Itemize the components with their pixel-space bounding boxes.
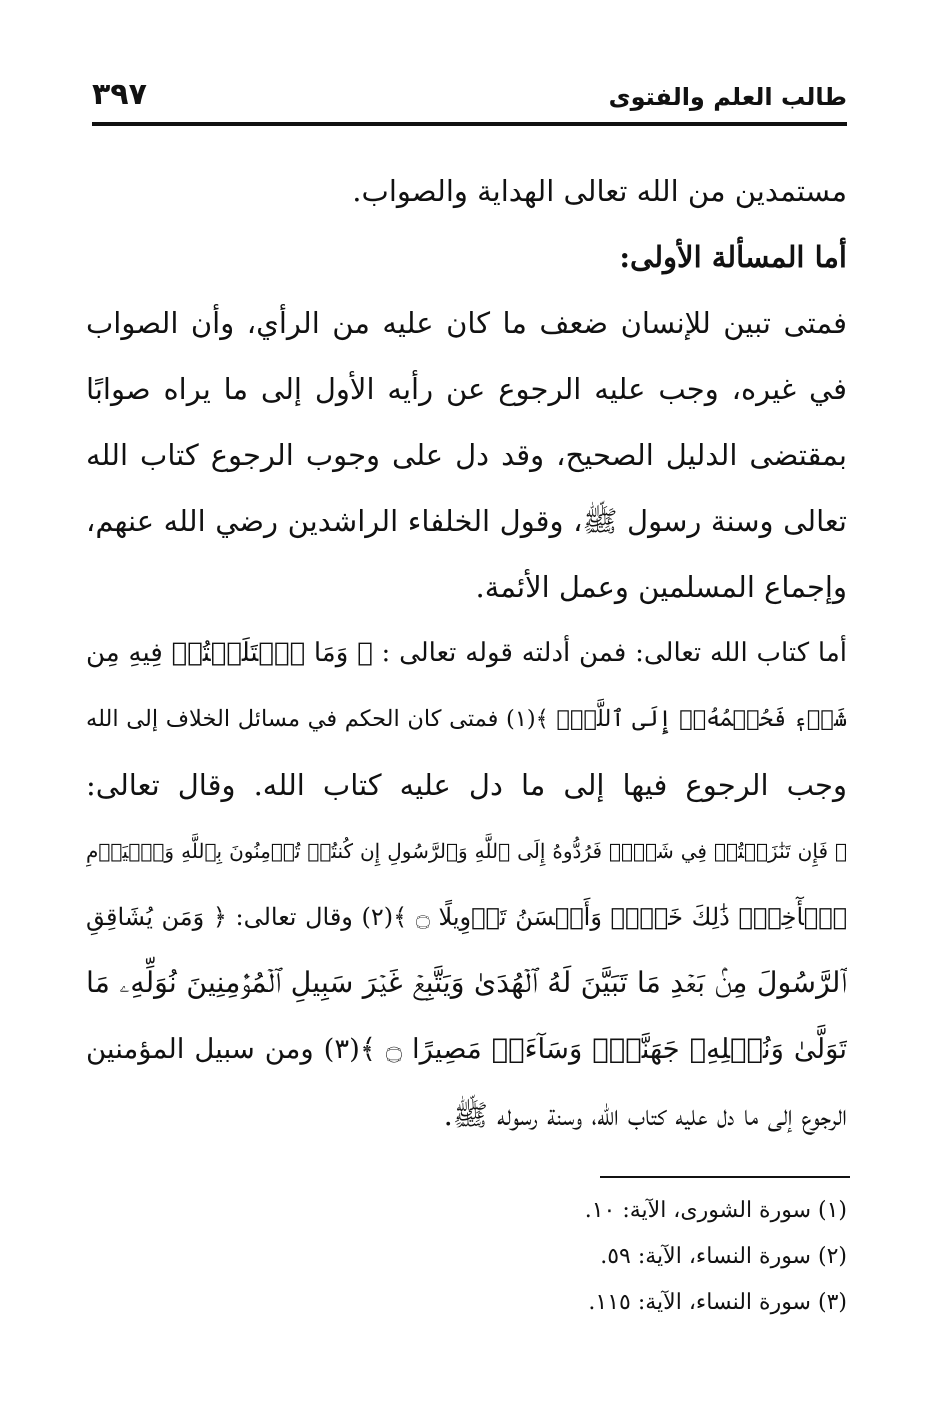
body-line: في غيره، وجب عليه الرجوع عن رأيه الأول إلى ما يراه صوابًا	[86, 372, 847, 406]
body-text	[86, 158, 847, 1148]
body-line: فمتى تبين للإنسان ضعف ما كان عليه من الرأي، وأن الصواب	[86, 306, 847, 340]
body-line: تعالى وسنة رسول ﷺ، وقول الخلفاء الراشدين رضي الله عنهم،	[86, 504, 847, 538]
page-number: ٣٩٧	[92, 77, 147, 112]
quran-verse-line: ٱلرَّسُولَ مِنۢ بَعۡدِ مَا تَبَيَّنَ لَهُ ٱلۡهُدَىٰ وَيَتَّبِعۡ غَيۡرَ سَبِيلِ ٱلۡمُؤۡمِنِينَ نُوَلِّهِۦ مَا	[86, 966, 847, 999]
quran-verse-line: تَوَلَّىٰ وَنُصۡلِهِۦ جَهَنَّمَۖ وَسَآءَتۡ مَصِيرًا ۝ ﴾(٣) ومن سبيل المؤمنين	[86, 1033, 847, 1065]
body-line: الرجوع إلى ما دل عليه كتاب الله، وسنة رسوله ﷺ.	[443, 1098, 847, 1132]
footnote: (٣) سورة النساء، الآية: ١١٥.	[588, 1290, 847, 1315]
header-rule	[92, 122, 847, 126]
body-line: مستمدين من الله تعالى الهداية والصواب.	[352, 174, 847, 208]
quran-verse-line: ﴿ فَإِن تَنَٰزَعۡتُمۡ فِي شَيۡءٖ فَرُدُّوهُ إِلَى ٱللَّهِ وَٱلرَّسُولِ إِن كُنتُمۡ تُؤۡمِنُونَ بِٱللَّهِ وَٱلۡيَوۡمِ	[86, 839, 847, 863]
body-line: أما كتاب الله تعالى: فمن أدلته قوله تعالى : ﴿ وَمَا ٱخۡتَلَفۡتُمۡ فِيهِ مِن	[86, 638, 847, 668]
quran-verse-line: ٱلۡأٓخِرِۚ ذَٰلِكَ خَيۡرٞ وَأَحۡسَنُ تَأۡوِيلًا ۝ ﴾(٢) وقال تعالى: ﴿ وَمَن يُشَاقِقِ	[86, 903, 847, 931]
footnote: (١) سورة الشورى، الآية: ١٠.	[584, 1198, 847, 1223]
body-line: وإجماع المسلمين وعمل الأئمة.	[475, 570, 847, 604]
page-header	[92, 78, 847, 118]
body-line: وجب الرجوع فيها إلى ما دل عليه كتاب الله. وقال تعالى:	[86, 768, 847, 802]
footnotes	[400, 1188, 847, 1326]
footnote: (٢) سورة النساء، الآية: ٥٩.	[600, 1244, 847, 1269]
footnote-rule	[600, 1176, 850, 1178]
body-line: بمقتضى الدليل الصحيح، وقد دل على وجوب الرجوع كتاب الله	[86, 438, 847, 472]
section-heading: أما المسألة الأولى:	[619, 240, 847, 274]
body-line: شَيۡءٖ فَحُكۡمُهُۥٓ إِلَى ٱللَّهِۚ ﴾(١) فمتى كان الحكم في مسائل الخلاف إلى الله	[86, 706, 847, 732]
running-title: طالب العلم والفتوى	[608, 83, 847, 111]
